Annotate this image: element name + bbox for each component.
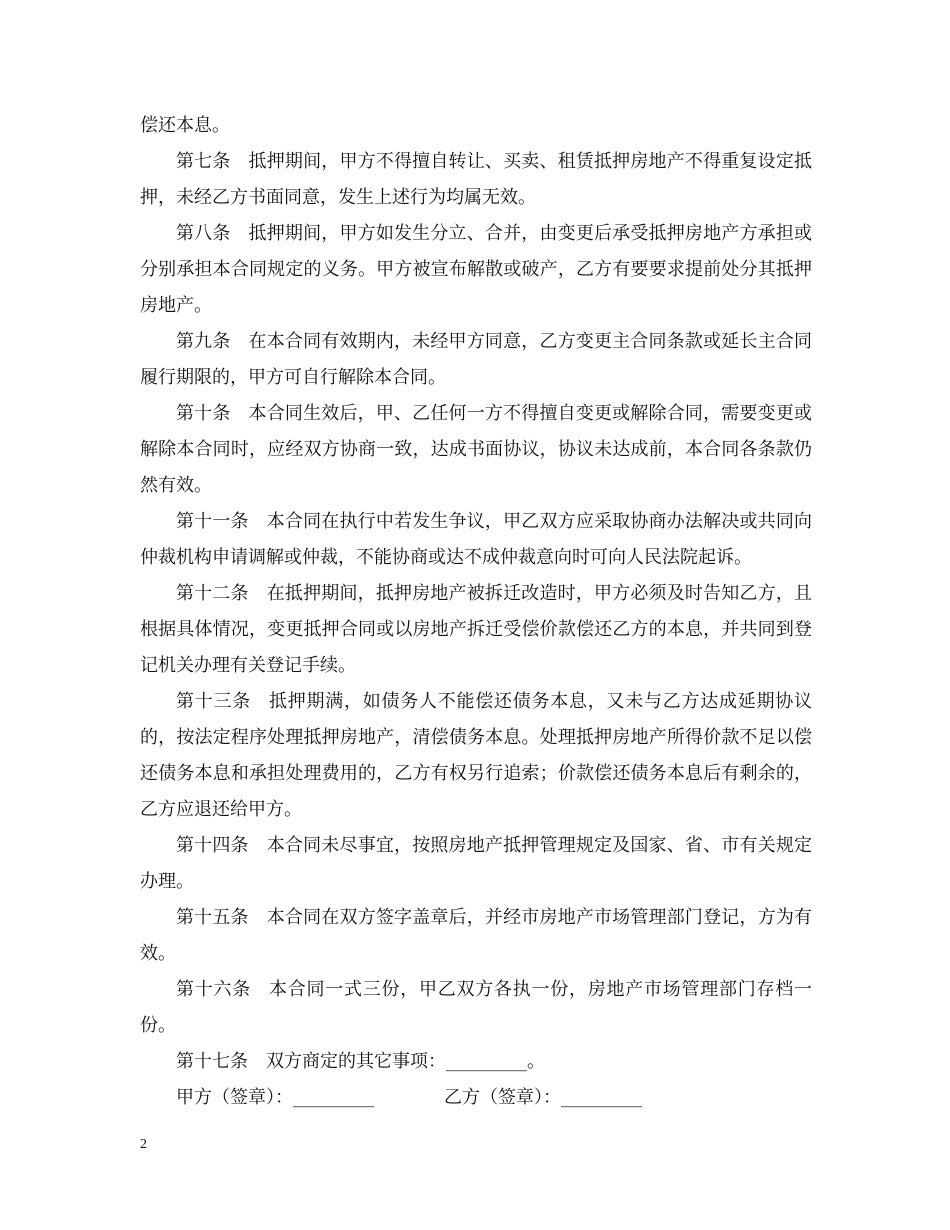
article-7 [140,144,812,216]
article-number: 第九条 [176,331,231,352]
article-10 [140,396,812,504]
paragraph-text: 偿还本息。 [140,115,230,136]
article-8 [140,216,812,324]
article-number: 第十一条 [176,511,249,532]
article-number: 第十二条 [176,583,249,604]
article-text: 本合同生效后，甲、乙任何一方不得擅自变更或解除合同，需要变更或解除本合同时，应经双方协商一致，达成书面协议，协议未达成前，本合同各条款仍然有效。 [140,403,812,496]
article-text: 双方商定的其它事项：_________。 [266,1051,545,1072]
article-text: 在抵押期间，抵押房地产被拆迁改造时，甲方必须及时告知乙方，且根据具体情况，变更抵押合同或以房地产拆迁受偿价款偿还乙方的本息，并共同到登记机关办理有关登记手续。 [140,583,813,676]
article-text: 在本合同有效期内，未经甲方同意，乙方变更主合同条款或延长主合同履行期限的，甲方可自行解除本合同。 [140,331,812,388]
article-text: 抵押期间，甲方如发生分立、合并，由变更后承受抵押房地产方承担或分别承担本合同规定的义务。甲方被宣布解散或破产，乙方有要要求提前处分其抵押房地产。 [140,223,812,316]
article-16 [140,972,812,1044]
party-b-signature: 乙方（签章）：_________ [444,1087,642,1108]
article-number: 第十四条 [176,835,249,856]
article-11 [140,504,812,576]
article-number: 第十三条 [176,691,251,712]
article-14 [140,828,812,900]
document-body [140,108,812,1116]
article-text: 本合同一式三份，甲乙双方各执一份，房地产市场管理部门存档一份。 [140,979,812,1036]
party-a-signature: 甲方（签章）：_________ [176,1087,374,1108]
article-number: 第七条 [176,151,231,172]
article-text: 本合同未尽事宜，按照房地产抵押管理规定及国家、省、市有关规定办理。 [140,835,813,892]
article-13 [140,684,812,828]
article-number: 第十条 [176,403,231,424]
signature-line [140,1080,812,1116]
paragraph-continuation [140,108,812,144]
article-number: 第十五条 [176,907,249,928]
article-number: 第八条 [176,223,231,244]
article-12 [140,576,812,684]
article-17 [140,1044,812,1080]
article-9 [140,324,812,396]
article-text: 本合同在执行中若发生争议，甲乙双方应采取协商办法解决或共同向仲裁机构申请调解或仲裁，不能协商或达不成仲裁意向时可向人民法院起诉。 [140,511,813,568]
article-text: 抵押期满，如债务人不能偿还债务本息，又未与乙方达成延期协议的，按法定程序处理抵押房地产，清偿债务本息。处理抵押房地产所得价款不足以偿还债务本息和承担处理费用的，乙方有权另行追索；价款偿还债务本息后有剩余的，乙方应退还给甲方。 [140,691,812,820]
article-text: 本合同在双方签字盖章后，并经市房地产市场管理部门登记，方为有效。 [140,907,813,964]
article-text: 抵押期间，甲方不得擅自转让、买卖、租赁抵押房地产不得重复设定抵押，未经乙方书面同意，发生上述行为均属无效。 [140,151,812,208]
article-15 [140,900,812,972]
article-number: 第十六条 [176,979,251,1000]
article-number: 第十七条 [176,1051,248,1072]
page-number: 2 [140,1137,147,1152]
